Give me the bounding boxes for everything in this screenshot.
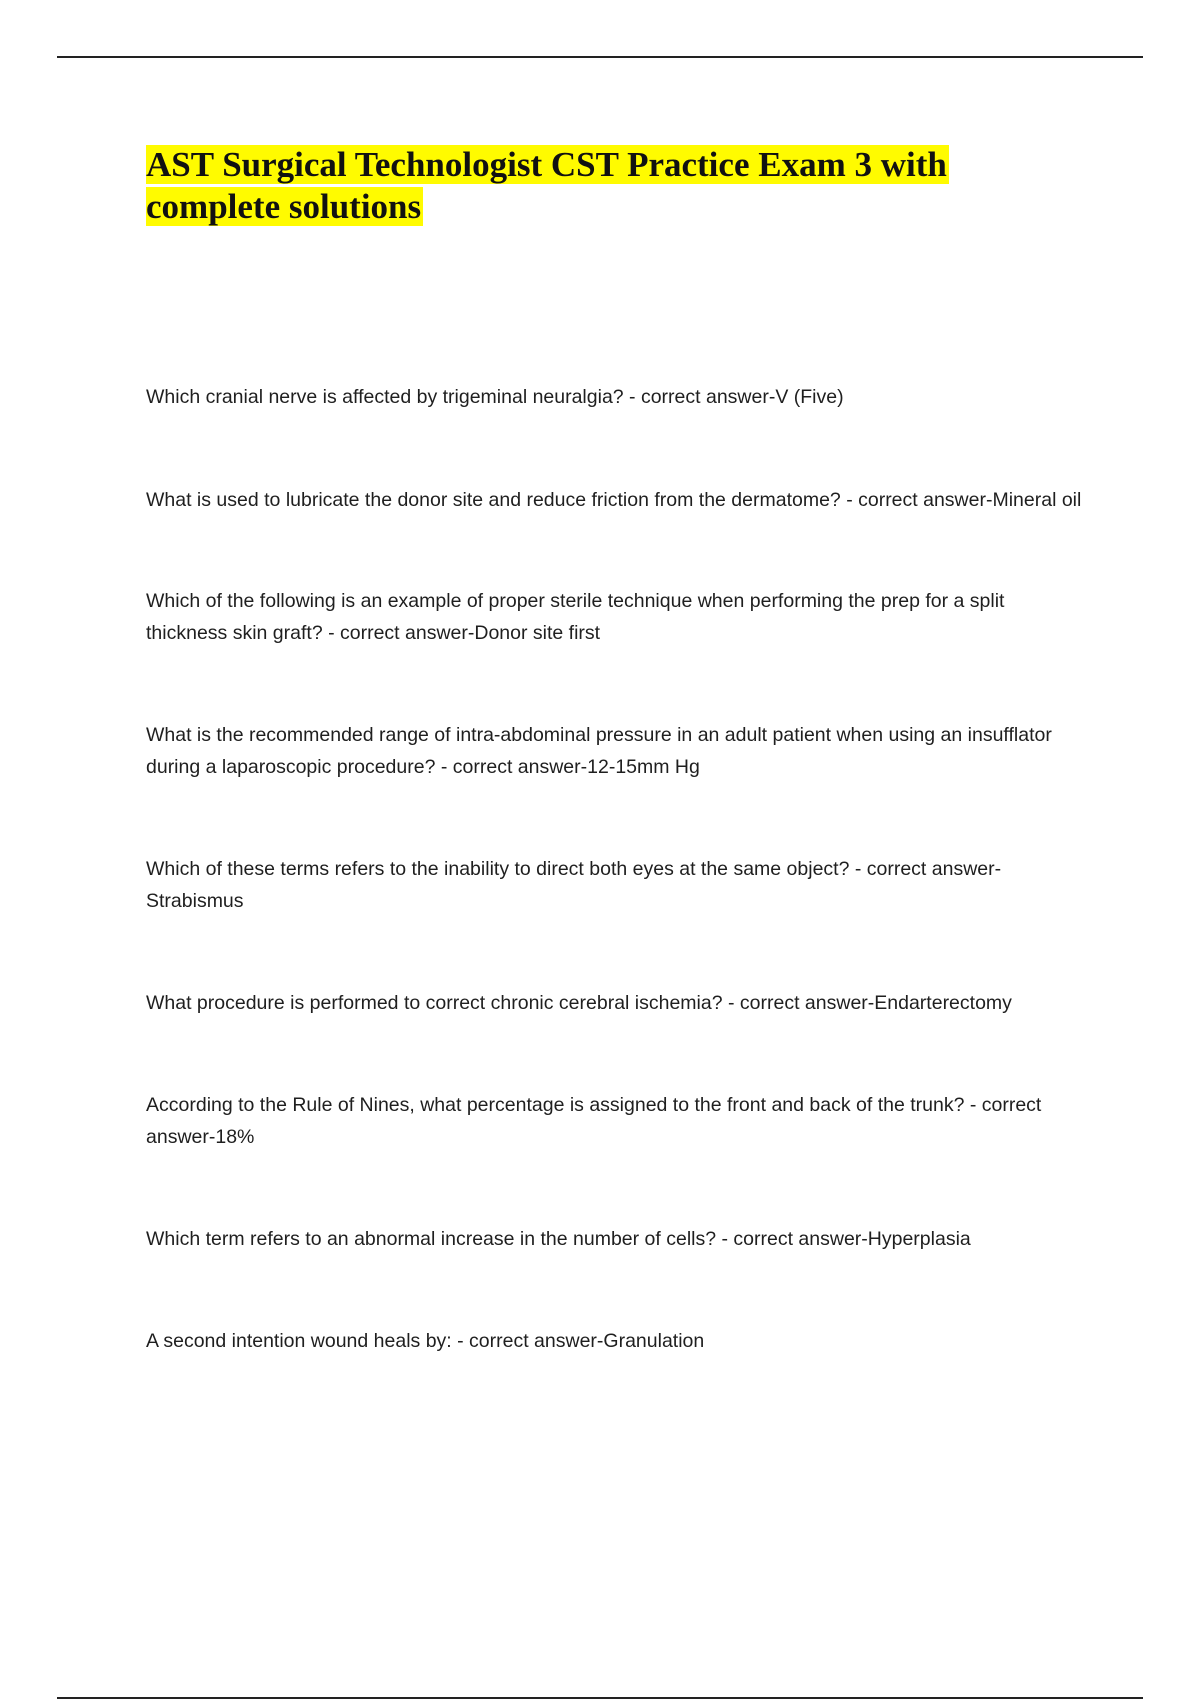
document-title [146,144,1046,228]
question-item: According to the Rule of Nines, what percentage is assigned to the front and back of the trunk? - correct answer-18% [146,1094,1042,1148]
question-item: Which cranial nerve is affected by trigeminal neuralgia? - correct answer-V (Five) [146,386,844,408]
question-item: Which of the following is an example of proper sterile technique when performing the prep for a split thickness skin graft? - correct answer-Donor site first [146,590,1005,644]
question-item: What is used to lubricate the donor site and reduce friction from the dermatome? - correct answer-Mineral oil [146,489,1082,511]
document-title-text: AST Surgical Technologist CST Practice Exam 3 with complete solutions [146,145,947,226]
question-item: What procedure is performed to correct chronic cerebral ischemia? - correct answer-Endarterectomy [146,992,1012,1014]
question-item: A second intention wound heals by: - correct answer-Granulation [146,1330,705,1352]
question-item: Which term refers to an abnormal increase in the number of cells? - correct answer-Hyperplasia [146,1228,971,1250]
footer-rule [57,1697,1143,1699]
header-rule [57,56,1143,58]
question-list [146,381,1086,1357]
question-item: Which of these terms refers to the inability to direct both eyes at the same object? - correct answer-Strabismus [146,858,1002,912]
question-item: What is the recommended range of intra-abdominal pressure in an adult patient when using an insufflator during a laparoscopic procedure? - correct answer-12-15mm Hg [146,724,1052,778]
